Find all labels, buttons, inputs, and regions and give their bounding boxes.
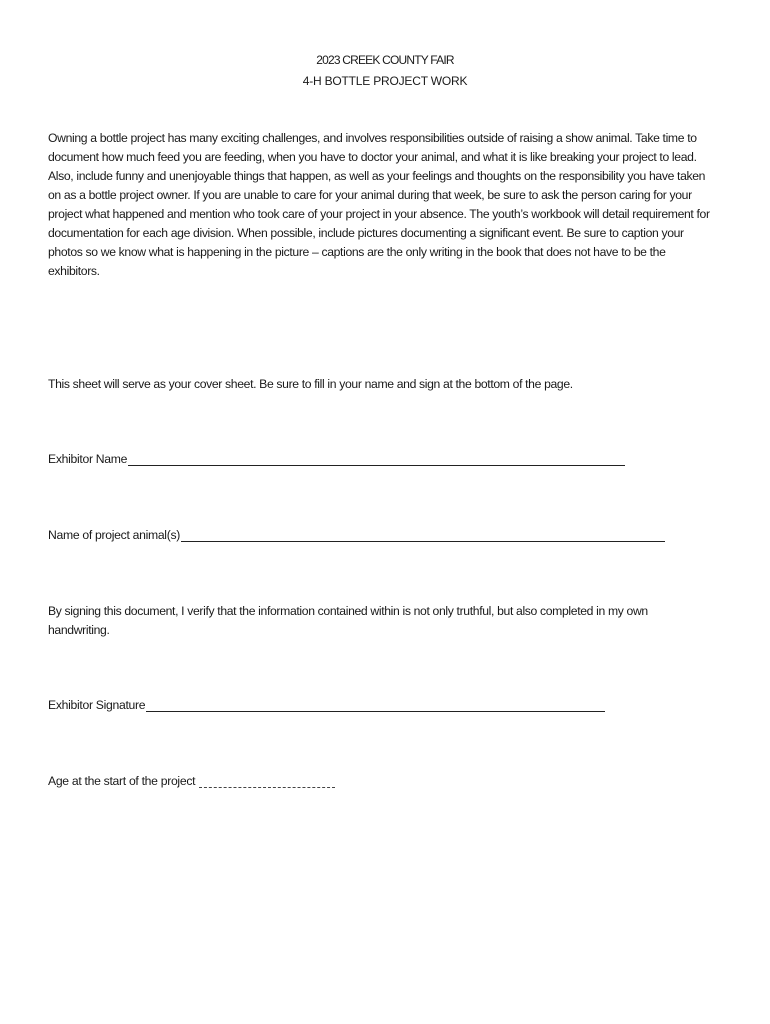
age-label: Age at the start of the project xyxy=(48,774,196,788)
exhibitor-name-field xyxy=(48,452,625,466)
verification-statement: By signing this document, I verify that the information contained within is not only truthful, but also completed in my own handwriting. xyxy=(48,604,648,637)
cover-sheet-note: This sheet will serve as your cover sheet. Be sure to fill in your name and sign at the bottom of the page. xyxy=(48,377,573,391)
age-blank-line[interactable] xyxy=(199,775,335,788)
project-title: 4-H BOTTLE PROJECT WORK xyxy=(302,74,468,88)
exhibitor-signature-field xyxy=(48,698,605,712)
animal-name-field xyxy=(48,528,665,542)
signature-blank-line[interactable] xyxy=(146,699,605,712)
exhibitor-name-label: Exhibitor Name xyxy=(48,452,128,466)
exhibitor-signature-label: Exhibitor Signature xyxy=(48,698,146,712)
intro-paragraph: Owning a bottle project has many exciting challenges, and involves responsibilities outside of raising a show animal. Take time to document how much feed you are feeding, when you have to doctor your animal, and what it is like breaking your project to lead. Also, include funny and unenjoyable things that happen, as well as your feelings and thoughts on the responsibility you have taken on as a bottle project owner. If you are unable to care for your animal during that week, be sure to ask the person caring for your project what happened and mention who took care of your project in your absence. The youth’s workbook will detail requirement for documentation for each age division. When possible, include pictures documenting a significant event. Be sure to caption your photos so we know what is happening in the picture – captions are the only writing in the book that does not have to be the exhibitors. xyxy=(48,131,710,278)
animal-name-blank-line[interactable] xyxy=(181,529,665,542)
exhibitor-name-blank-line[interactable] xyxy=(128,453,625,466)
fair-title: 2023 CREEK COUNTY FAIR xyxy=(316,53,454,67)
age-field xyxy=(48,774,335,788)
animal-name-label: Name of project animal(s) xyxy=(48,528,181,542)
